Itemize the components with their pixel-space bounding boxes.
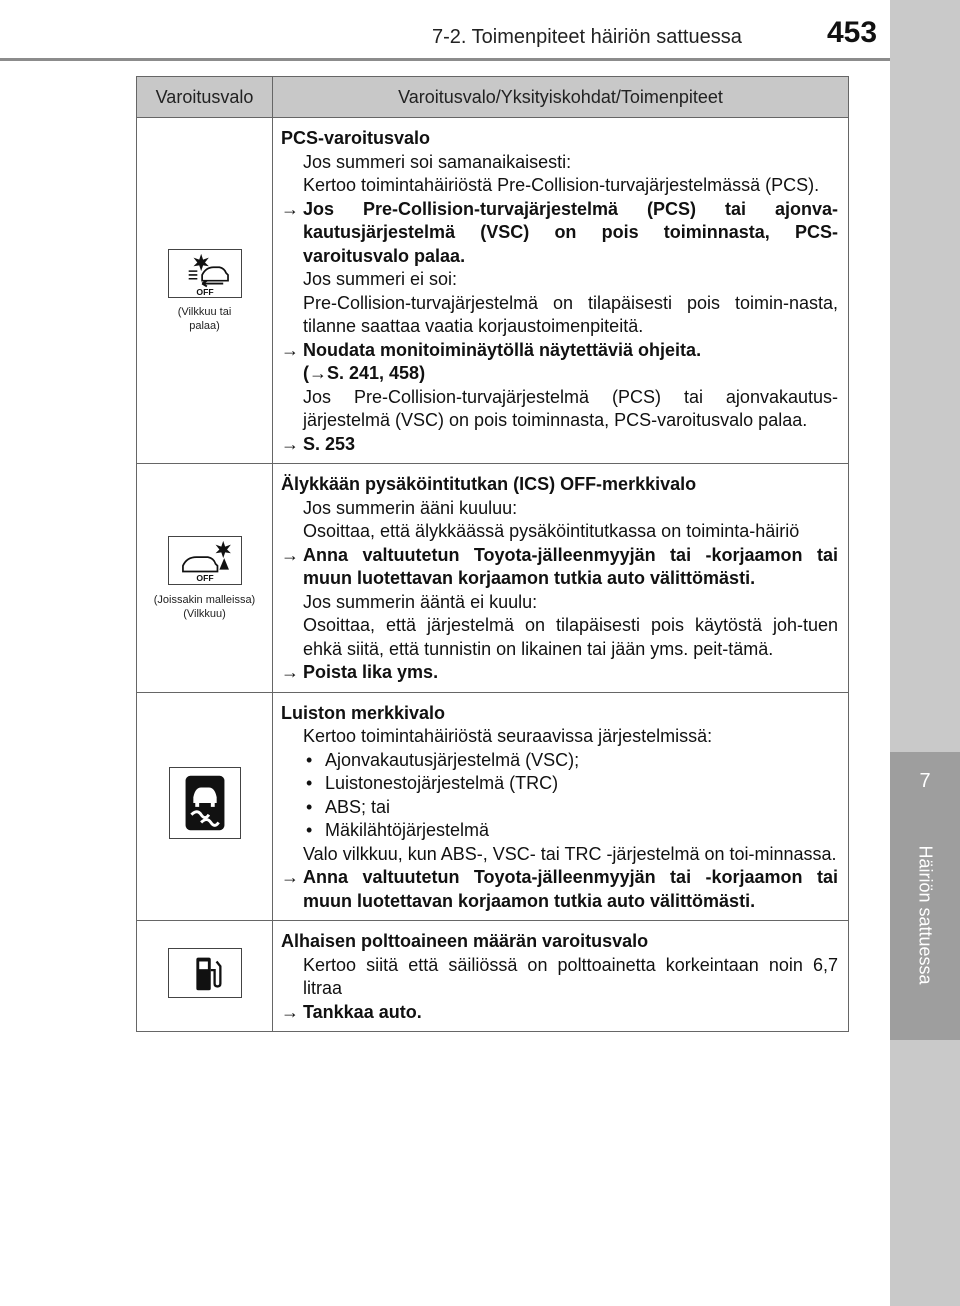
details-cell: [273, 692, 849, 921]
condition-text: Jos summeri soi samanaikaisesti:: [303, 151, 572, 172]
action-line: [281, 866, 838, 913]
description-text: Kertoo siitä että säiliössä on polttoainetta korkeintaan noin 6,7 litraa: [303, 954, 838, 998]
description-text: Valo vilkkuu, kun ABS-, VSC- tai TRC -järjestelmä on toi-minnassa.: [303, 843, 837, 864]
description-text: Kertoo toimintahäiriöstä Pre-Collision-turvajärjestelmässä (PCS).: [303, 175, 820, 195]
pcs-off-icon: [168, 249, 242, 298]
icon-cell: [137, 921, 273, 1032]
bullet-icon: •: [306, 749, 313, 770]
action-line: [281, 433, 838, 457]
list-item-text: ABS; tai: [325, 796, 391, 817]
details-cell: [273, 118, 849, 464]
arrow-icon: →: [281, 544, 299, 565]
list-item: [281, 796, 838, 820]
slip-indicator-icon: [169, 767, 241, 839]
table-row: [137, 921, 849, 1032]
description-text: Pre-Collision-turvajärjestelmä on tilapäisesti pois toimin-nasta, tilanne saattaa vaatia korjaustoimenpiteitä.: [303, 292, 838, 336]
page-header: [0, 0, 890, 60]
action-text: Anna valtuutetun Toyota-jälleenmyyjän tai -korjaamon tai muun luotettavan korjaamon tutkia auto välittömästi.: [303, 544, 838, 588]
ics-off-icon: [168, 536, 242, 585]
bullet-icon: •: [306, 773, 313, 793]
arrow-icon: →: [281, 433, 299, 454]
svg-text:OFF: OFF: [195, 573, 214, 584]
icon-caption: palaa): [189, 320, 220, 333]
table-row: [137, 118, 849, 464]
icon-caption: (Joissakin malleissa): [153, 593, 256, 606]
list-item: [281, 749, 838, 773]
header-rule: [0, 58, 890, 61]
arrow-icon: →: [281, 339, 299, 360]
page-reference: (→S. 241, 458): [303, 363, 426, 383]
row-title: Alhaisen polttoaineen määrän varoitusvalo: [281, 931, 649, 951]
arrow-icon: →: [281, 662, 299, 682]
action-text: Jos Pre-Collision-turvajärjestelmä (PCS) tai ajonva-kautusjärjestelmä (VSC) on pois toiminnasta, PCS-varoitusvalo palaa.: [303, 198, 838, 266]
action-line: [281, 544, 838, 591]
list-item: [281, 819, 838, 843]
table-row: [137, 692, 849, 921]
icon-cell: [137, 692, 273, 921]
row-title: PCS-varoitusvalo: [281, 128, 431, 148]
column-header-light: Varoitusvalo: [137, 77, 273, 118]
action-line: [281, 661, 838, 685]
bullet-icon: •: [306, 820, 313, 840]
side-tab-chapter-title: Häiriön sattuessa: [915, 845, 936, 985]
row-title: Älykkään pysäköintitutkan (ICS) OFF-merkkivalo: [281, 474, 697, 494]
column-header-details: Varoitusvalo/Yksityiskohdat/Toimenpiteet: [273, 77, 849, 118]
condition-text: Jos summerin ääntä ei kuulu:: [303, 591, 538, 612]
arrow-icon: →: [281, 867, 299, 887]
bullet-icon: •: [306, 796, 313, 817]
icon-caption: (Vilkkuu tai: [177, 306, 232, 319]
arrow-icon: →: [281, 198, 299, 219]
page-number: 453: [827, 16, 878, 49]
condition-text: Jos summeri ei soi:: [303, 269, 458, 289]
list-item-text: Luistonestojärjestelmä (TRC): [325, 773, 559, 793]
details-cell: [273, 921, 849, 1032]
arrow-icon: →: [281, 1001, 299, 1022]
action-text: Anna valtuutetun Toyota-jälleenmyyjän tai -korjaamon tai muun luotettavan korjaamon tutkia auto välittömästi.: [303, 867, 838, 911]
action-text: Tankkaa auto.: [303, 1001, 422, 1022]
svg-text:OFF: OFF: [195, 286, 214, 297]
description-text: Osoittaa, että järjestelmä on tilapäisesti pois käytöstä joh-tuen ehkä siitä, että tunnistin on likainen tai jään yms. peit-tämä.: [303, 615, 838, 659]
table-row: [137, 464, 849, 693]
action-text: Noudata monitoiminäytöllä näytettäviä ohjeita.: [303, 339, 702, 360]
description-text: Osoittaa, että älykkäässä pysäköintitutkassa on toiminta-häiriö: [303, 521, 800, 541]
description-text: Kertoo toimintahäiriöstä seuraavissa järjestelmissä:: [303, 726, 713, 746]
side-tab: [890, 0, 960, 1306]
list-item-text: Ajonvakautusjärjestelmä (VSC);: [325, 749, 580, 770]
icon-cell: [137, 464, 273, 693]
row-title: Luiston merkkivalo: [281, 702, 446, 723]
details-cell: [273, 464, 849, 693]
section-title: 7-2. Toimenpiteet häiriön sattuessa: [432, 26, 742, 48]
list-item-text: Mäkilähtöjärjestelmä: [325, 820, 490, 840]
icon-caption: (Vilkkuu): [183, 607, 226, 620]
warning-light-table: [136, 76, 849, 1032]
icon-cell: [137, 118, 273, 464]
side-tab-chapter-number: 7: [919, 770, 931, 792]
condition-text: Jos summerin ääni kuuluu:: [303, 497, 518, 518]
list-item: [281, 772, 838, 796]
description-text: Jos Pre-Collision-turvajärjestelmä (PCS) tai ajonvakautus-järjestelmä (VSC) on pois toiminnasta, PCS-varoitusvalo palaa.: [303, 386, 838, 430]
action-line: [281, 198, 838, 269]
action-text: Poista lika yms.: [303, 662, 439, 682]
table-header-row: [137, 77, 849, 118]
action-line: [281, 1001, 838, 1025]
fuel-pump-icon: [168, 948, 242, 998]
action-line: [281, 339, 838, 363]
page-reference: S. 253: [303, 433, 356, 454]
